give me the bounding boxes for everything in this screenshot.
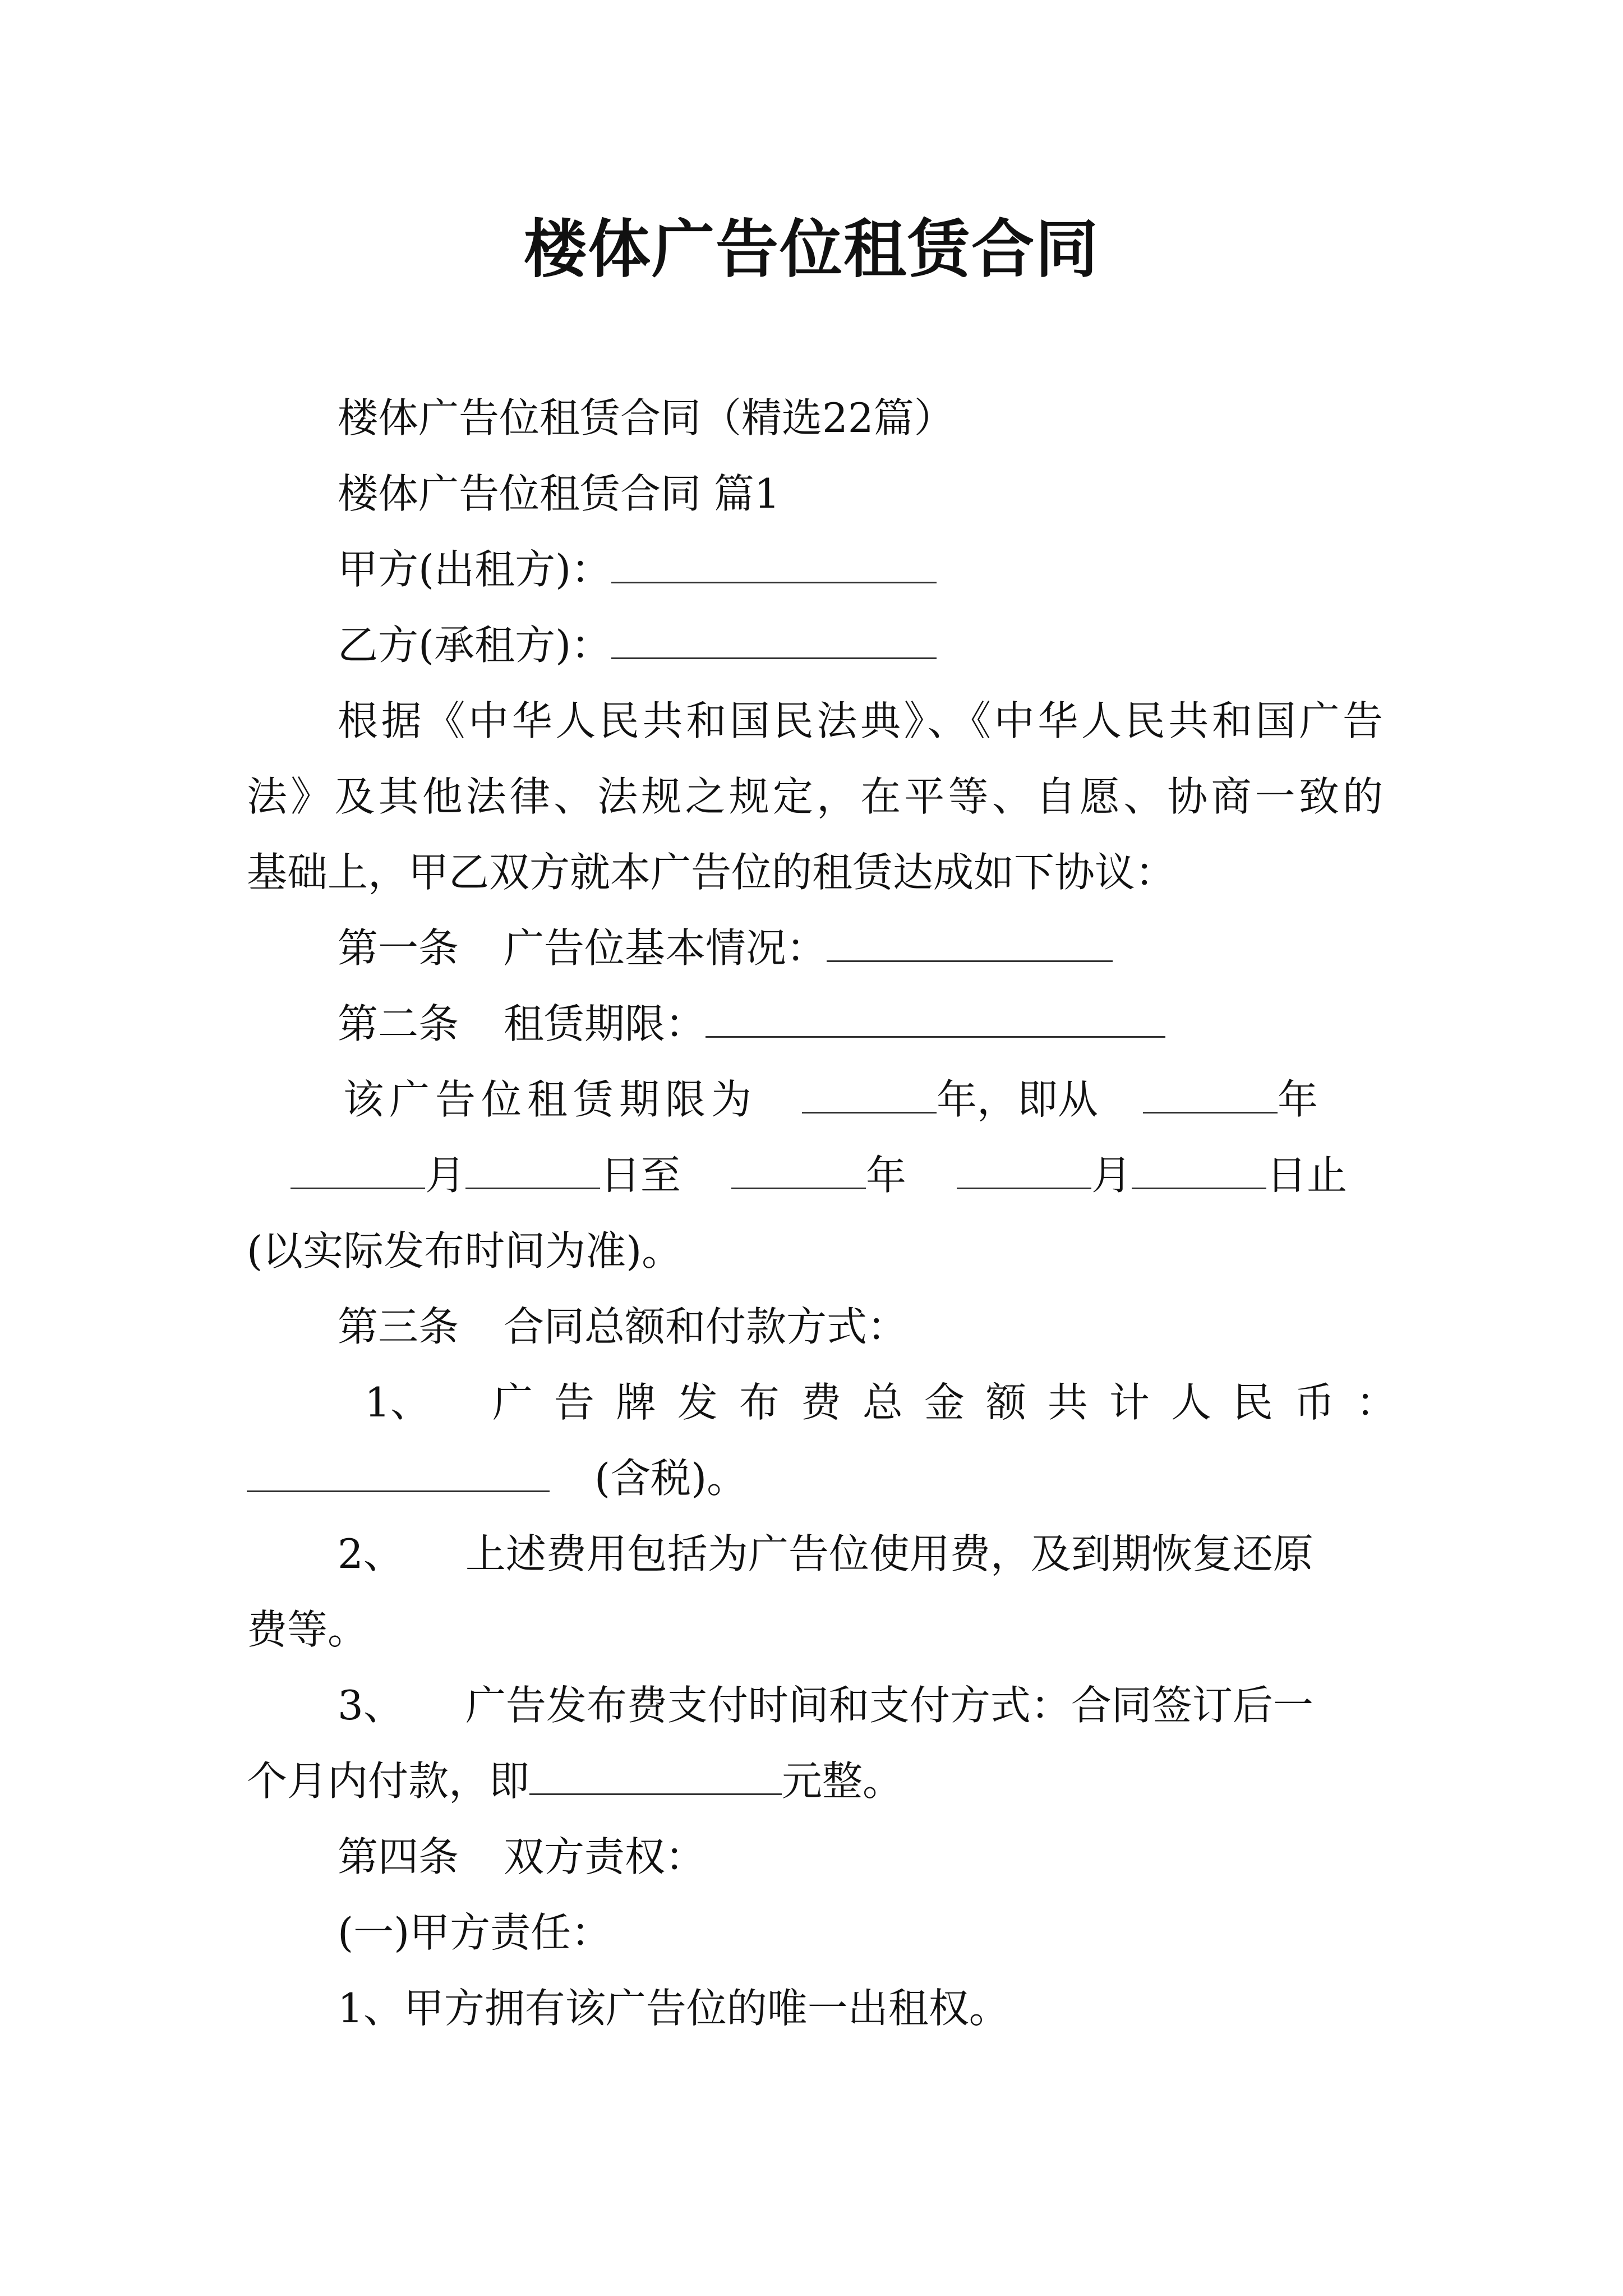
term-line-3: (以实际发布时间为准)。 (247, 1227, 683, 1274)
article-1-text: 广告位基本情况： (504, 924, 827, 972)
preamble-line-3: 基础上，甲乙双方就本广告位的租赁达成如下协议： (247, 849, 1176, 896)
term-month-1: 月 (425, 1152, 466, 1199)
term-day-to: 日至 (600, 1152, 681, 1199)
article-2-blank (706, 1001, 1165, 1038)
chapter-heading: 楼体广告位租赁合同 篇1 (338, 470, 780, 517)
party-a-label: 甲方(出租方)： (338, 546, 612, 593)
article-1 (338, 923, 1113, 973)
article-3 (338, 1301, 907, 1352)
term-year-2: 年 (866, 1152, 907, 1199)
document-title: 楼体广告位租赁合同 (524, 213, 1099, 286)
term-month-2: 月 (1091, 1152, 1132, 1199)
article-2-text: 租赁期限： (504, 1000, 706, 1047)
preamble-line-2: 法》及其他法律、法规之规定，在平等、自愿、协商一致的 (247, 773, 1383, 820)
term-end-day-blank (1132, 1153, 1266, 1189)
party-a-blank (611, 547, 937, 583)
term-line-1 (343, 1074, 1318, 1125)
fee-3-line (338, 1680, 1313, 1731)
term-text-1: 该广告位租赁期限为 (343, 1076, 758, 1123)
article-3-text: 合同总额和付款方式： (504, 1303, 908, 1350)
fee-3-cont-a: 个月内付款，即 (247, 1757, 530, 1805)
article-4-label: 第四条 (338, 1833, 459, 1880)
term-start-year-blank (1143, 1077, 1278, 1114)
fee-2-text: 上述费用包括为广告位使用费，及到期恢复还原 (465, 1530, 1313, 1577)
term-start-month-blank (291, 1153, 425, 1189)
fee-amount-blank (247, 1456, 550, 1492)
term-line-2 (291, 1150, 1347, 1200)
term-end-year-blank (731, 1153, 866, 1189)
section-a-heading: (一)甲方责任： (338, 1909, 612, 1956)
party-b-label: 乙方(承租方)： (338, 622, 612, 669)
subtitle: 楼体广告位租赁合同（精选22篇） (338, 394, 955, 441)
payment-amount-blank (529, 1759, 782, 1795)
fee-3-num: 3、 (338, 1682, 404, 1729)
term-text-2: 年，即从 (937, 1076, 1099, 1123)
term-day-end: 日止 (1266, 1152, 1348, 1199)
party-b-blank (611, 623, 937, 659)
fee-1-num: 1、 (365, 1379, 431, 1426)
fee-2-num: 2、 (338, 1530, 404, 1577)
fee-3-text: 广告发布费支付时间和支付方式：合同签订后一 (465, 1682, 1313, 1729)
fee-1-cont (247, 1453, 747, 1503)
fee-1-suffix: (含税)。 (594, 1455, 748, 1502)
article-3-label: 第三条 (338, 1303, 459, 1350)
article-1-label: 第一条 (338, 924, 459, 972)
article-4-text: 双方责权： (504, 1833, 706, 1880)
fee-1-line (365, 1377, 1418, 1428)
party-a-line (338, 544, 937, 595)
article-4 (338, 1832, 706, 1882)
article-2 (338, 999, 1165, 1049)
fee-3-cont (247, 1756, 903, 1806)
fee-2-line (338, 1529, 1313, 1579)
term-start-day-blank (465, 1153, 600, 1189)
term-years-blank (802, 1077, 937, 1114)
item-1: 1、甲方拥有该广告位的唯一出租权。 (338, 1985, 1009, 2032)
fee-2-cont: 费等。 (247, 1606, 368, 1653)
party-b-line (338, 620, 937, 670)
preamble-line-1: 根据《中华人民共和国民法典》、《中华人民共和国广告 (338, 697, 1383, 744)
fee-3-cont-b: 元整。 (782, 1757, 903, 1805)
term-end-month-blank (957, 1153, 1091, 1189)
term-text-3: 年 (1278, 1076, 1318, 1123)
fee-1-text: 广告牌发布费总金额共计人民币： (492, 1379, 1418, 1426)
article-2-label: 第二条 (338, 1000, 459, 1047)
article-1-blank (827, 926, 1113, 962)
